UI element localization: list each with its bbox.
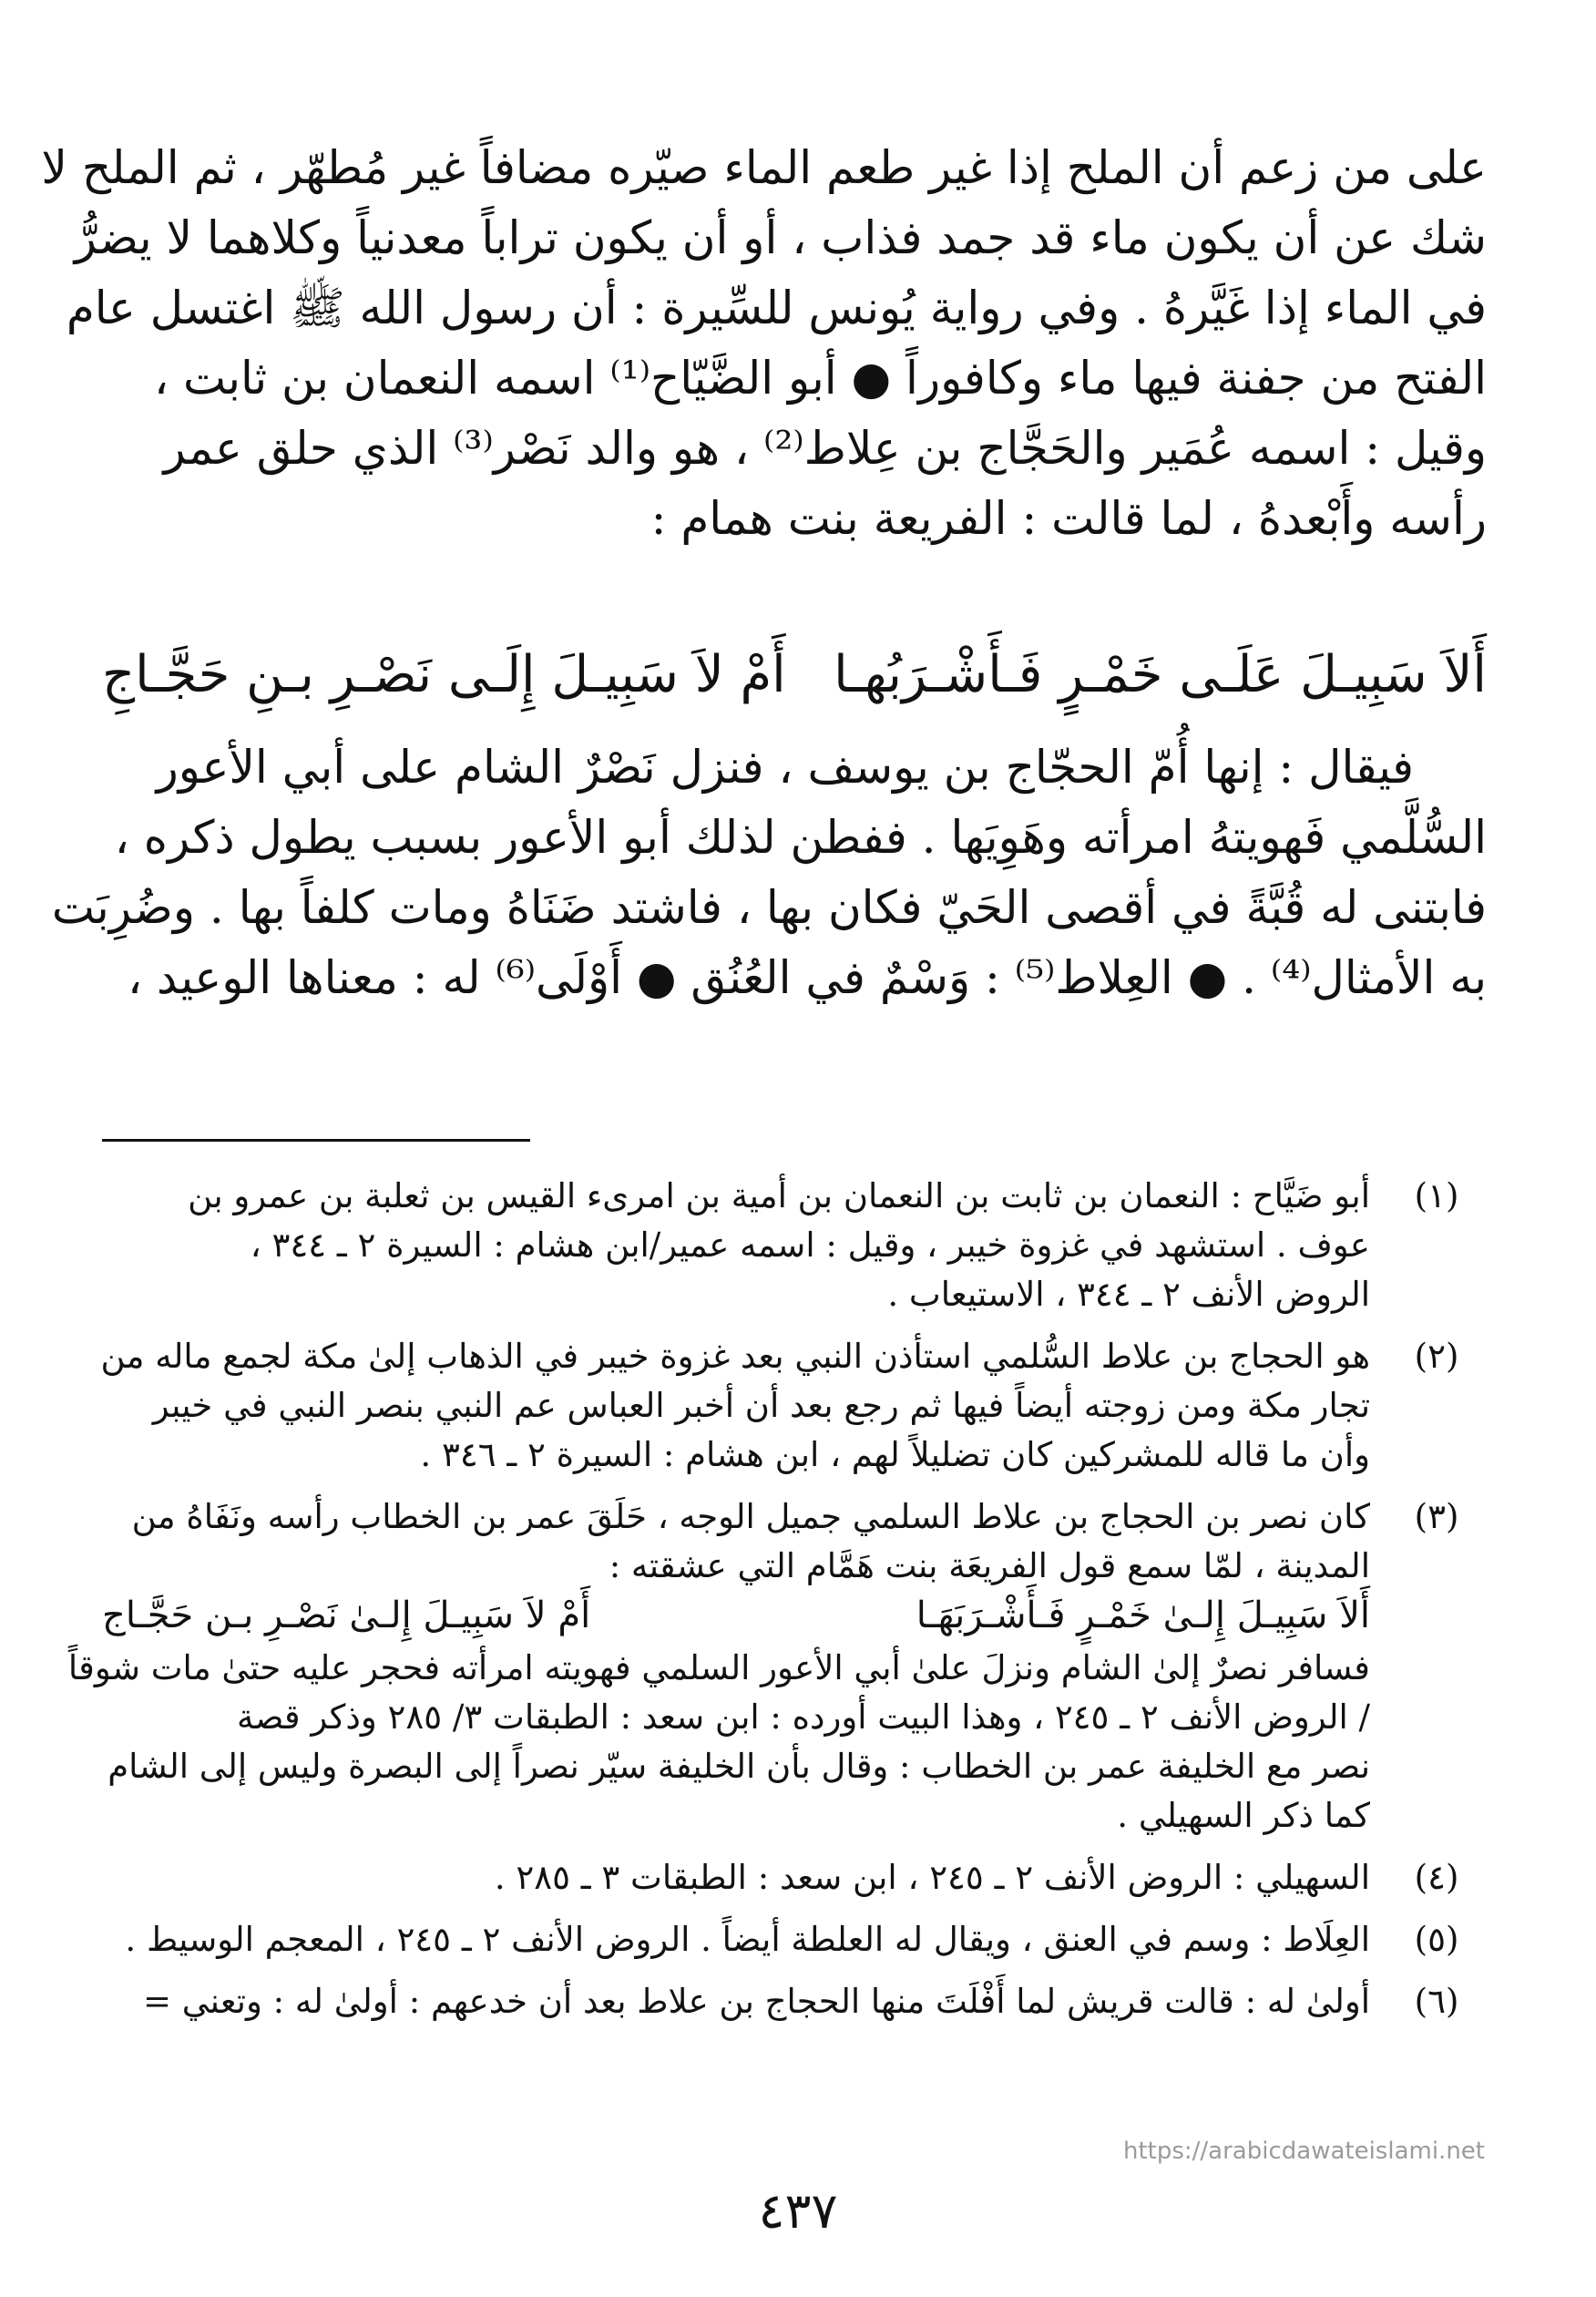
footnote-number: (٣) [1414,1497,1459,1536]
text-line: في الماء إذا غَيَّرهُ . وفي رواية يُونس للسِّيرة : أن رسول الله ﷺ اغتسل عام [66,282,1487,334]
footnote-number: (٦) [1414,1982,1459,2021]
footnote-line: تجار مكة ومن زوجته أيضاً فيها ثم رجع بعد أن أخبر العباس عم النبي بنصر النبي في خيبر [152,1386,1370,1425]
text-line: على من زعم أن الملح إذا غير طعم الماء صيّره مضافاً غير مُطهّر ، ثم الملح لا [41,141,1487,194]
footnote-line: أبو ضَيَّاح : النعمان بن ثابت بن النعمان بن أمية بن امرىء القيس بن ثعلبة بن عمرو بن [188,1176,1370,1215]
text-line: فابتنى له قُبَّةً في أقصى الحَيّ فكان بها ، فاشتد ضَنَاهُ ومات كلفاً بها . وضُرِبَت [51,881,1487,934]
verse-hemistich-2: أَمْ لاَ سَبِيـلَ إِلـىٰ نَصْـرِ بـن حَجَّـاج [102,1595,591,1636]
text-line: الفتح من جفنة فيها ماء وكافوراً ● أبو الضَّيّاح⁽¹⁾ اسمه النعمان بن ثابت ، [153,352,1487,405]
footnote-2 [102,1332,1487,1480]
footnote-line: المدينة ، لمّا سمع قول الفريعَة بنت هَمَّام التي عشقته : [609,1546,1370,1585]
main-text-block-2 [51,733,1487,1013]
text-line: فيقال : إنها أُمّ الحجّاج بن يوسف ، فنزل نَصْرٌ الشام على أبي الأعور [156,741,1414,794]
page-number: ٤٣٧ [758,2182,838,2240]
text-line: السُّلَّمي فَهويتهُ امرأته وهَوِيَها . ففطن لذلك أبو الأعور بسبب يطول ذكره ، [114,811,1487,864]
footnote-6 [102,1977,1487,2026]
verse-hemistich-1: أَلاَ سَبِيـلَ عَلَـى خَمْـرٍ فَـأَشْـرَبُهـا [834,645,1487,704]
footnote-line: / الروض الأنف ٢ ـ ٢٤٥ ، وهذا البيت أورده : ابن سعد : الطبقات ٣/ ٢٨٥ وذكر قصة [236,1697,1370,1737]
footnotes [67,1172,1487,2039]
text-line: وقيل : اسمه عُمَير والحَجَّاج بن عِلاط⁽²⁾ ، هو والد نَصْر⁽³⁾ الذي حلق عمر [163,422,1487,475]
footnote-line: العِلَاط : وسم في العنق ، ويقال له العلطة أيضاً . الروض الأنف ٢ ـ ٢٤٥ ، المعجم الوسيط . [125,1920,1370,1959]
footnote-line: وأن ما قاله للمشركين كان تضليلاً لهم ، ابن هشام : السيرة ٢ ـ ٣٤٦ . [420,1435,1370,1474]
main-text-block-1 [41,133,1487,554]
footnote-line: أولىٰ له : قالت قريش لما أَفْلَتَ منها الحجاج بن علاط بعد أن خدعهم : أولىٰ له : وتعني = [143,1982,1370,2021]
footnote-line: الروض الأنف ٢ ـ ٣٤٤ ، الاستيعاب . [887,1275,1370,1314]
footnote-number: (٢) [1414,1337,1459,1376]
footnote-verse [102,1591,1370,1644]
footnote-number: (٤) [1414,1858,1459,1897]
footnote-line: عوف . استشهد في غزوة خيبر ، وقيل : اسمه عمير/ابن هشام : السيرة ٢ ـ ٣٤٤ ، [250,1225,1370,1265]
footnote-line: السهيلي : الروض الأنف ٢ ـ ٢٤٥ ، ابن سعد : الطبقات ٣ ـ ٢٨٥ . [494,1858,1370,1897]
footnote-5 [102,1915,1487,1964]
footnote-separator [102,1139,530,1142]
footnote-line: نصر مع الخليفة عمر بن الخطاب : وقال بأن الخليفة سيّر نصراً إلى البصرة وليس إلى الشام [107,1747,1370,1786]
footnote-number: (٥) [1414,1920,1459,1959]
watermark-url: https://arabicdawateislami.net [1122,2138,1485,2165]
footnote-line: كان نصر بن الحجاج بن علاط السلمي جميل الوجه ، حَلَقَ عمر بن الخطاب رأسه ونَفَاهُ من [131,1497,1370,1536]
footnote-1 [102,1172,1487,1319]
footnote-3 [67,1492,1487,1841]
poem-verse [102,625,1487,725]
text-line: رأسه وأَبْعدهُ ، لما قالت : الفريعة بنت همام : [650,492,1487,545]
footnote-number: (١) [1414,1176,1459,1215]
text-line: شك عن أن يكون ماء قد جمد فذاب ، أو أن يكون تراباً معدنياً وكلاهما لا يضرُّ [74,211,1487,264]
text-line: به الأمثال⁽⁴⁾ . ● العِلاط⁽⁵⁾ : وَسْمٌ في العُنُق ● أَوْلَى⁽⁶⁾ له : معناها الوعيد ، [128,951,1487,1004]
verse-hemistich-2: أَمْ لاَ سَبِيـلَ إِلَـى نَصْـرِ بـنِ حَجَّـاجِ [102,645,786,704]
footnote-line: فسافر نصرٌ إلىٰ الشام ونزلَ علىٰ أبي الأعور السلمي فهويته امرأته فحجر عليه حتىٰ مات شوقاً [67,1648,1370,1687]
verse-hemistich-1: أَلاَ سَبِيـلَ إِلـىٰ خَمْـرٍ فَـأَشْـرَبَهَـا [916,1595,1370,1636]
footnote-line: هو الحجاج بن علاط السُّلمي استأذن النبي بعد غزوة خيبر في الذهاب إلىٰ مكة لجمع ماله من [100,1337,1370,1376]
footnote-4 [102,1853,1487,1902]
footnote-line: كما ذكر السهيلي . [1117,1796,1370,1835]
